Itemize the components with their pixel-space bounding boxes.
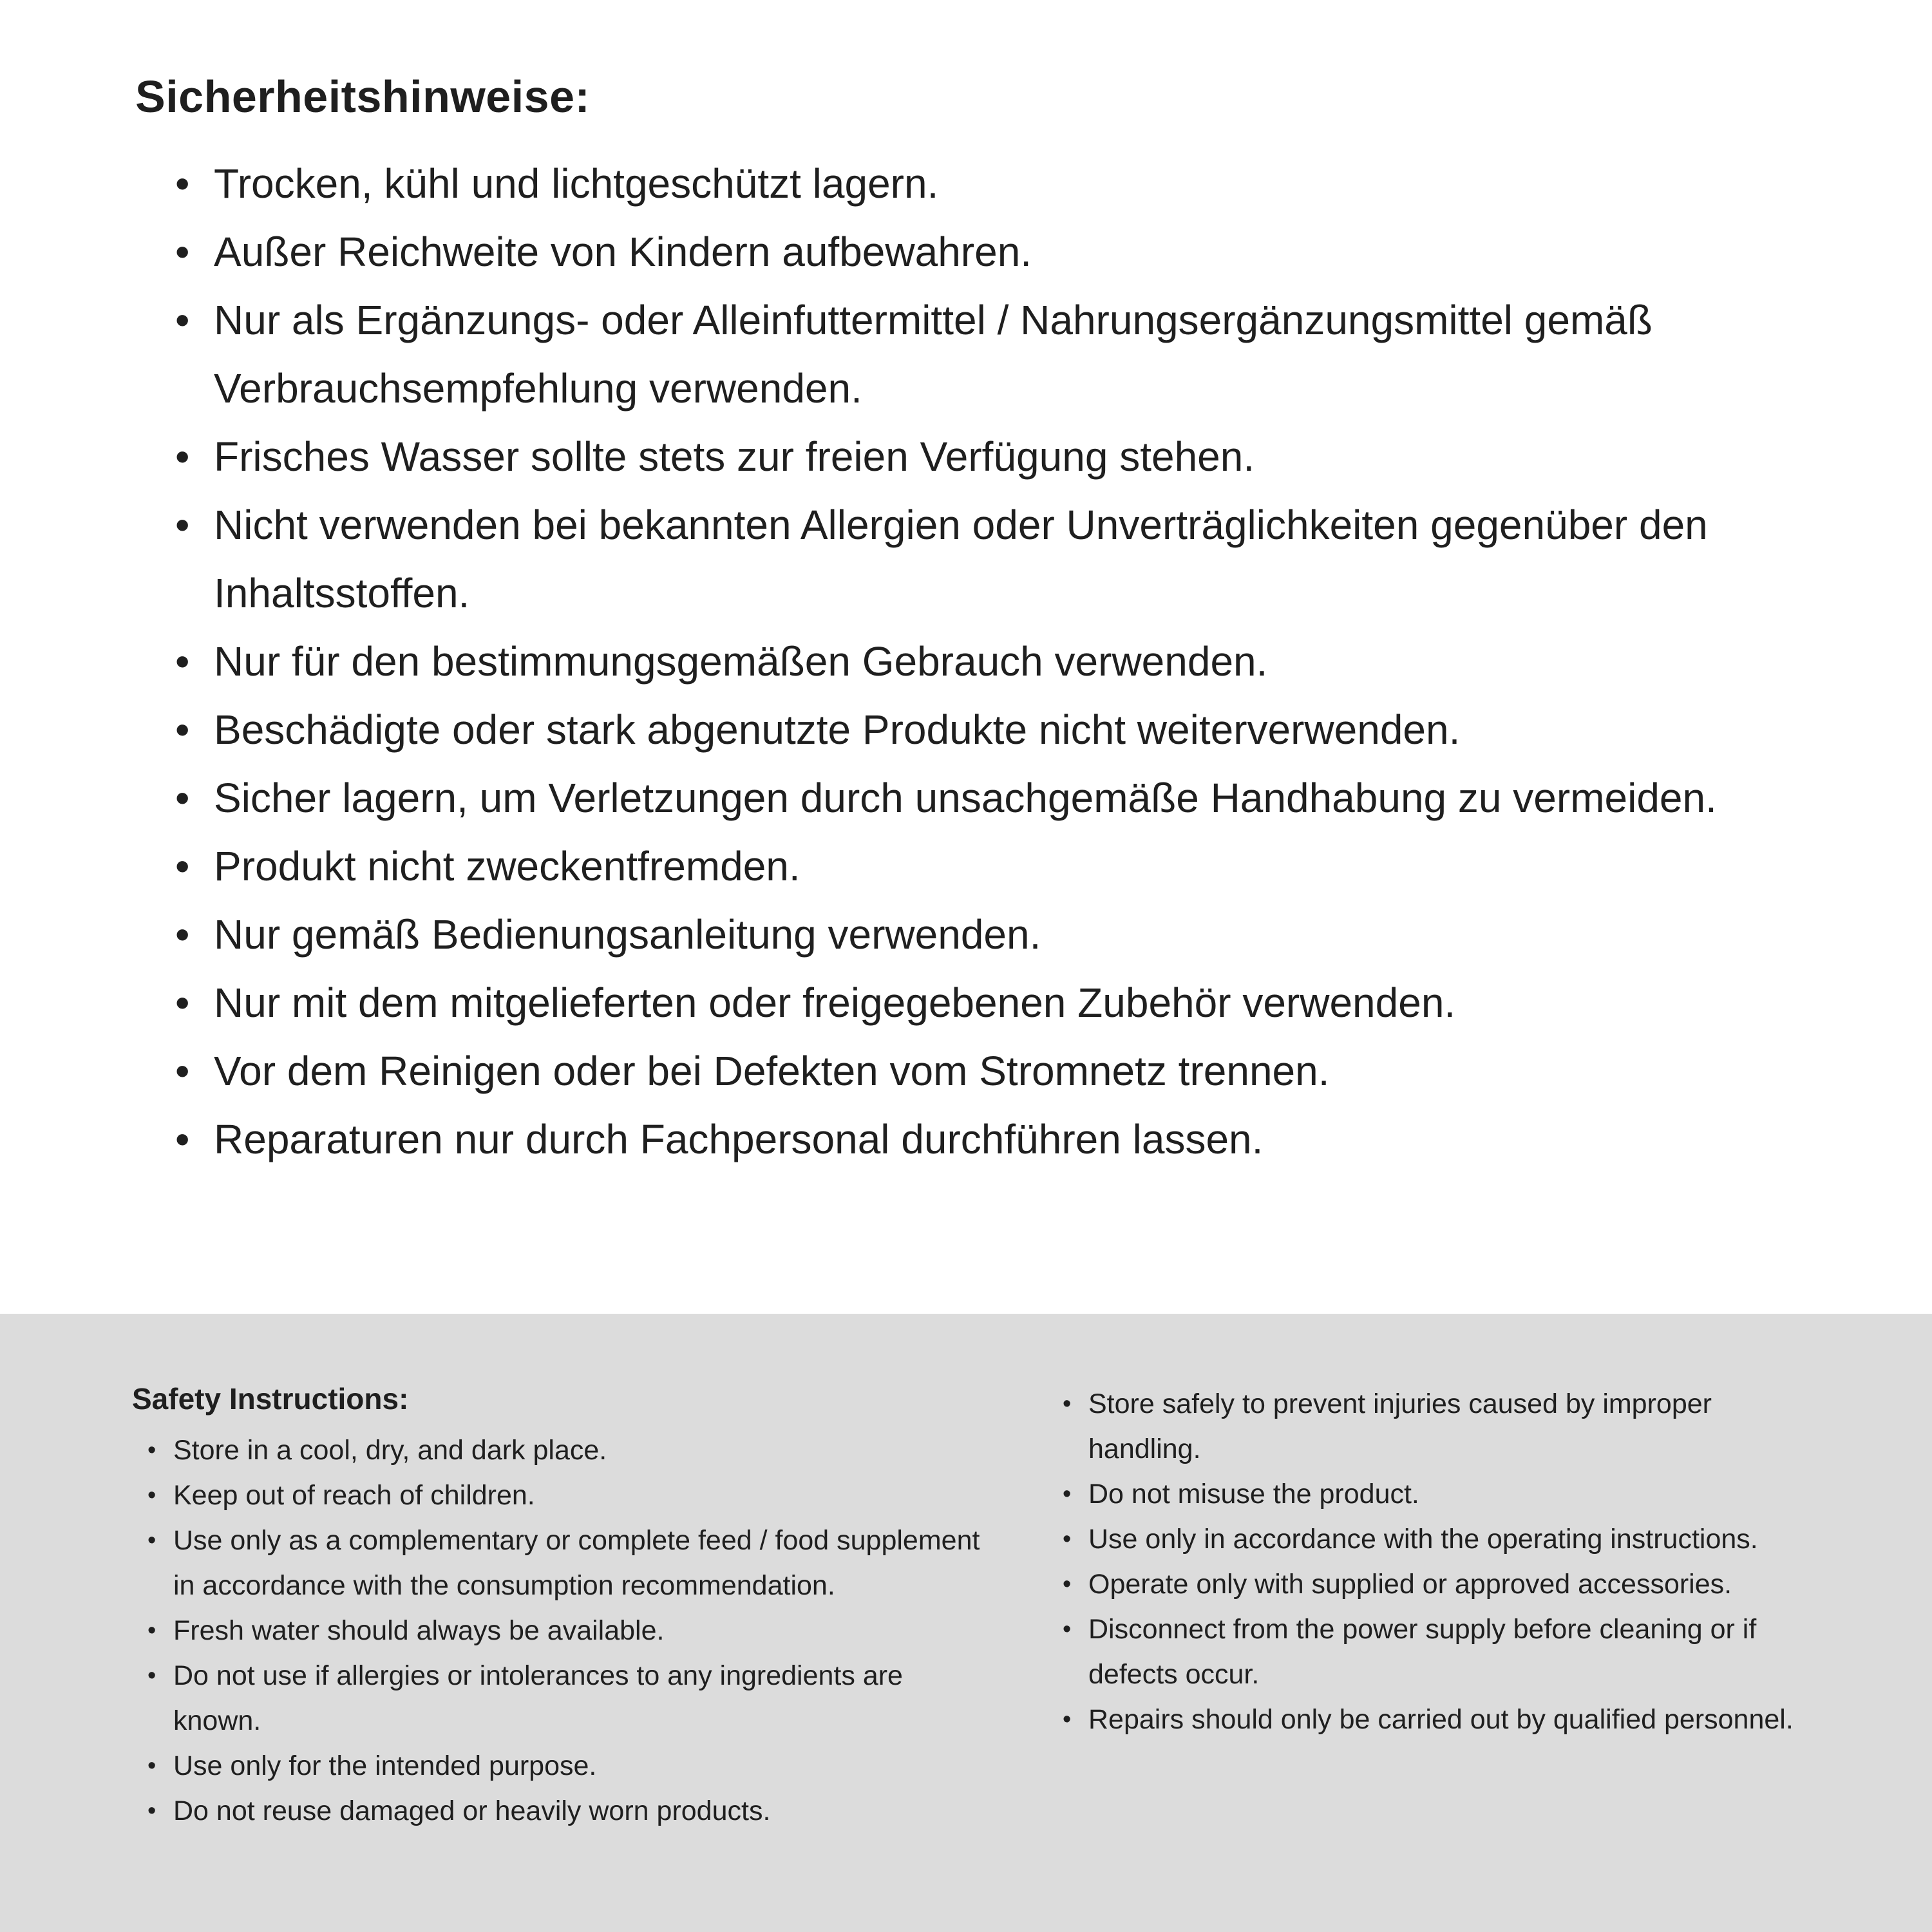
english-bullet-item: • Repairs should only be carried out by qualified personnel. xyxy=(1063,1697,1810,1742)
english-bullet-item: • Use only in accordance with the operating instructions. xyxy=(1063,1517,1810,1562)
german-bullet-item: • Nur für den bestimmungsgemäßen Gebrauch verwenden. xyxy=(175,627,1790,696)
german-bullet-list xyxy=(135,149,1790,1173)
german-section-title: Sicherheitshinweise: xyxy=(135,71,591,122)
german-bullet-item: • Nur mit dem mitgelieferten oder freigegebenen Zubehör verwenden. xyxy=(175,969,1790,1037)
english-bullet-item: • Store safely to prevent injuries caused by improper handling. xyxy=(1063,1381,1810,1472)
english-bullet-item: • Operate only with supplied or approved accessories. xyxy=(1063,1562,1810,1607)
german-bullet-item: • Nur gemäß Bedienungsanleitung verwenden. xyxy=(175,900,1790,969)
english-left-bullet-list xyxy=(132,1428,989,1833)
english-right-column xyxy=(1063,1381,1810,1742)
english-bullet-item: • Disconnect from the power supply before cleaning or if defects occur. xyxy=(1063,1607,1810,1697)
german-bullet-item: • Außer Reichweite von Kindern aufbewahren. xyxy=(175,218,1790,286)
german-bullet-item: • Produkt nicht zweckentfremden. xyxy=(175,832,1790,900)
english-bullet-item: • Use only as a complementary or complete feed / food supplement in accordance with the consumption recommendation. xyxy=(147,1518,989,1608)
german-bullet-item: • Sicher lagern, um Verletzungen durch unsachgemäße Handhabung zu vermeiden. xyxy=(175,764,1790,832)
german-bullet-item: • Nicht verwenden bei bekannten Allergien oder Unverträglichkeiten gegenüber den Inhaltsstoffen. xyxy=(175,491,1790,627)
english-section-title: Safety Instructions: xyxy=(132,1382,409,1416)
english-bullet-item: • Do not reuse damaged or heavily worn products. xyxy=(147,1788,989,1833)
english-bullet-item: • Use only for the intended purpose. xyxy=(147,1743,989,1788)
english-bullet-item: • Do not misuse the product. xyxy=(1063,1472,1810,1517)
english-bullet-item: • Store in a cool, dry, and dark place. xyxy=(147,1428,989,1473)
german-bullet-item: • Trocken, kühl und lichtgeschützt lagern. xyxy=(175,149,1790,218)
english-left-column xyxy=(132,1381,989,1833)
english-bullet-item: • Fresh water should always be available. xyxy=(147,1608,989,1653)
english-right-bullet-list xyxy=(1063,1381,1810,1742)
english-safety-section xyxy=(0,1314,1932,1932)
german-bullet-item: • Nur als Ergänzungs- oder Alleinfuttermittel / Nahrungsergänzungsmittel gemäß Verbrauchsempfehlung verwenden. xyxy=(175,286,1790,422)
english-bullet-item: • Do not use if allergies or intolerances to any ingredients are known. xyxy=(147,1653,989,1743)
german-bullet-item: • Vor dem Reinigen oder bei Defekten vom Stromnetz trennen. xyxy=(175,1037,1790,1105)
english-bullet-item: • Keep out of reach of children. xyxy=(147,1473,989,1518)
german-bullet-item: • Frisches Wasser sollte stets zur freien Verfügung stehen. xyxy=(175,422,1790,491)
german-bullet-item: • Reparaturen nur durch Fachpersonal durchführen lassen. xyxy=(175,1105,1790,1173)
german-bullet-item: • Beschädigte oder stark abgenutzte Produkte nicht weiterverwenden. xyxy=(175,696,1790,764)
